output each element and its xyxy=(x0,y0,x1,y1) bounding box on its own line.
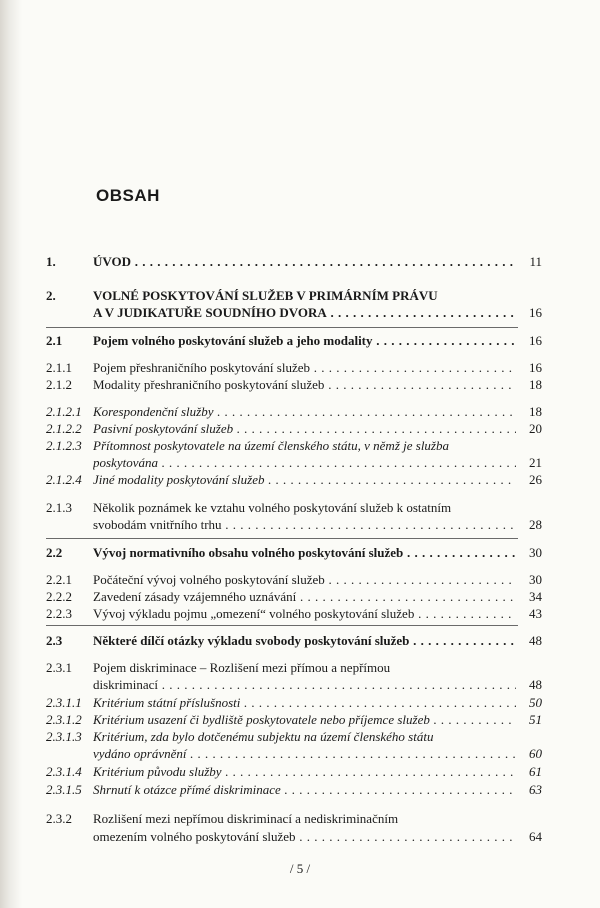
toc-entry-title-cont: A V JUDIKATUŘE SOUDNÍHO DVORA . . . xyxy=(93,305,516,321)
toc-entry-title: Kritérium původu služby . . . xyxy=(93,764,516,780)
toc-entry-number: 2.1.2 xyxy=(46,377,72,392)
toc-entry-page: 16 xyxy=(529,333,542,348)
toc-entry-title: Modality přeshraničního poskytování služeb . . . xyxy=(93,377,516,393)
toc-entry-page: 18 xyxy=(529,404,542,419)
toc-entry-page: 60 xyxy=(529,746,542,761)
toc-entry-number: 2. xyxy=(46,288,56,303)
toc-entry-number: 2.1.2.4 xyxy=(46,472,82,487)
toc-entry-page: 30 xyxy=(529,545,542,560)
toc-entry-title-cont: poskytována . . . xyxy=(93,455,516,471)
toc-entry-title: Několik poznámek ke vztahu volného poskytování služeb k ostatním xyxy=(93,500,452,515)
toc-entry-page: 63 xyxy=(529,782,542,797)
toc-entry-number: 2.1.2.2 xyxy=(46,421,82,436)
toc-entry-number: 1. xyxy=(46,254,56,269)
toc-entry-number: 2.2 xyxy=(46,545,63,560)
toc-entry-title: Počáteční vývoj volného poskytování služeb . . . xyxy=(93,572,516,588)
toc-entry-title: Kritérium státní příslušnosti . . . xyxy=(93,695,516,711)
toc-entry-page: 48 xyxy=(529,633,542,648)
toc-entry-number: 2.3.1.1 xyxy=(46,695,82,710)
toc-entry-number: 2.3.1.2 xyxy=(46,712,82,727)
toc-entry-title: Přítomnost poskytovatele na území členského státu, v němž je služba xyxy=(93,438,449,453)
toc-entry-number: 2.1.2.3 xyxy=(46,438,82,453)
toc-entry-page: 30 xyxy=(529,572,542,587)
toc-entry-title: Pojem diskriminace – Rozlišení mezi přímou a nepřímou xyxy=(93,660,391,675)
toc-entry-title: Rozlišení mezi nepřímou diskriminací a nediskriminačním xyxy=(93,811,399,826)
toc-entry-title-cont: omezením volného poskytování služeb . . . xyxy=(93,829,516,845)
toc-entry-page: 34 xyxy=(529,589,542,604)
toc-entry-title: Pasivní poskytování služeb . . . xyxy=(93,421,516,437)
toc-entry-title: Zavedení zásady vzájemného uznávání . . . xyxy=(93,589,516,605)
toc-entry-title: Jiné modality poskytování služeb . . . xyxy=(93,472,516,488)
toc-entry-title-cont: vydáno oprávnění . . . xyxy=(93,746,516,762)
toc-entry-number: 2.2.1 xyxy=(46,572,72,587)
toc-entry-page: 16 xyxy=(529,360,542,375)
toc-entry-title: Pojem přeshraničního poskytování služeb . . . xyxy=(93,360,516,376)
toc-entry-number: 2.3.1.4 xyxy=(46,764,82,779)
toc-entry-number: 2.3 xyxy=(46,633,63,648)
toc-entry-page: 50 xyxy=(529,695,542,710)
toc-entry-page: 20 xyxy=(529,421,542,436)
toc-entry-title: Některé dílčí otázky výkladu svobody poskytování služeb . . . xyxy=(93,633,516,649)
toc-entry-number: 2.1.2.1 xyxy=(46,404,82,419)
page-number: / 5 / xyxy=(289,861,311,876)
toc-entry-page: 48 xyxy=(529,677,542,692)
toc-entry-title: Kritérium, zda bylo dotčenému subjektu na území členského státu xyxy=(93,729,434,744)
toc-entry-title-cont: diskriminací . . . xyxy=(93,677,516,693)
toc-entry-page: 64 xyxy=(529,829,542,844)
toc-entry-number: 2.3.1.3 xyxy=(46,729,82,744)
toc-entry-number: 2.2.3 xyxy=(46,606,72,621)
toc-entry-title: Pojem volného poskytování služeb a jeho modality . . . xyxy=(93,333,516,349)
toc-entry-number: 2.2.2 xyxy=(46,589,72,604)
toc-entry-number: 2.3.1.5 xyxy=(46,782,82,797)
toc-entry-number: 2.1.1 xyxy=(46,360,72,375)
toc-entry-number: 2.1 xyxy=(46,333,63,348)
toc-entry-number: 2.3.2 xyxy=(46,811,72,826)
toc-entry-page: 16 xyxy=(529,305,542,320)
page-title: OBSAH xyxy=(96,186,160,205)
toc-entry-page: 61 xyxy=(529,764,542,779)
toc-entry-title: Vývoj výkladu pojmu „omezení“ volného poskytování služeb . . . xyxy=(93,606,516,622)
toc-entry-title: ÚVOD . . . xyxy=(93,254,516,270)
toc-entry-title: Shrnutí k otázce přímé diskriminace . . . xyxy=(93,782,516,798)
toc-entry-page: 28 xyxy=(529,517,542,532)
separator xyxy=(46,538,518,539)
toc-entry-number: 2.3.1 xyxy=(46,660,72,675)
toc-entry-page: 18 xyxy=(529,377,542,392)
toc-entry-page: 21 xyxy=(529,455,542,470)
toc-entry-title-cont: svobodám vnitřního trhu . . . xyxy=(93,517,516,533)
toc-entry-title: Kritérium usazení či bydliště poskytovatele nebo příjemce služeb . . . xyxy=(93,712,516,728)
toc-entry-page: 51 xyxy=(529,712,542,727)
toc-entry-title: Vývoj normativního obsahu volného poskytování služeb . . . xyxy=(93,545,516,561)
separator xyxy=(46,625,518,626)
toc-entry-number: 2.1.3 xyxy=(46,500,72,515)
separator xyxy=(46,327,518,328)
toc-entry-page: 26 xyxy=(529,472,542,487)
toc-entry-page: 11 xyxy=(529,254,542,269)
toc-entry-page: 43 xyxy=(529,606,542,621)
toc-entry-title: Korespondenční služby . . . xyxy=(93,404,516,420)
toc-entry-title: VOLNÉ POSKYTOVÁNÍ SLUŽEB V PRIMÁRNÍM PRÁVU xyxy=(93,288,438,303)
